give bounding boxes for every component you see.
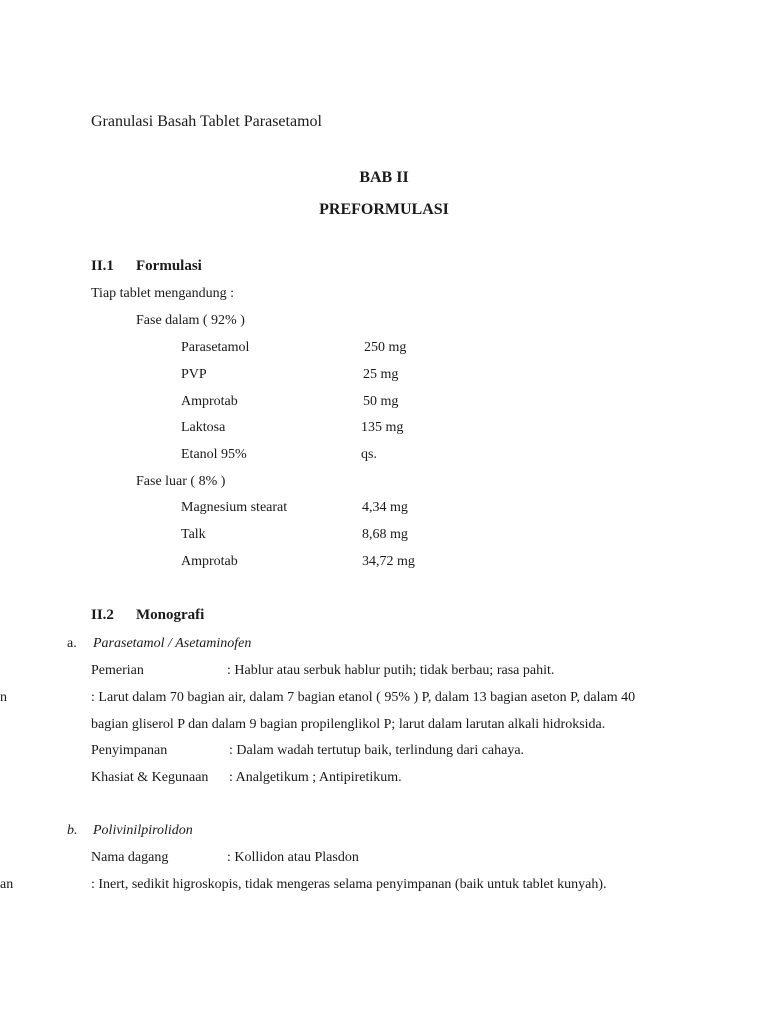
ingredient-amount: 250 mg: [364, 340, 407, 355]
formulation-intro: Tiap tablet mengandung :: [91, 286, 234, 301]
field-value: : Kollidon atau Plasdon: [227, 850, 359, 865]
monograph-marker: a.: [67, 636, 77, 651]
field-value: : Larut dalam 70 bagian air, dalam 7 bagian etanol ( 95% ) P, dalam 13 bagian aseton P, dalam 40: [91, 690, 636, 705]
ingredient-name: Amprotab: [181, 394, 238, 409]
chapter-title: PREFORMULASI: [319, 201, 449, 218]
ingredient-amount: qs.: [361, 447, 377, 462]
section-number: II.2: [91, 607, 114, 623]
field-label: an: [0, 877, 14, 892]
running-title: Granulasi Basah Tablet Parasetamol: [91, 113, 322, 130]
ingredient-amount: 4,34 mg: [362, 500, 408, 515]
ingredient-name: Laktosa: [181, 420, 226, 435]
field-label: Penyimpanan: [91, 743, 168, 758]
field-label: n: [0, 690, 7, 705]
field-label: Pemerian: [91, 663, 144, 678]
ingredient-name: PVP: [181, 367, 207, 382]
section-title: Formulasi: [136, 258, 202, 274]
section-number: II.1: [91, 258, 114, 274]
ingredient-amount: 135 mg: [361, 420, 404, 435]
section-title: Monografi: [136, 607, 205, 623]
field-value: : Analgetikum ; Antipiretikum.: [229, 770, 402, 785]
phase-label: Fase luar ( 8% ): [136, 474, 226, 489]
ingredient-amount: 25 mg: [363, 367, 399, 382]
monograph-marker: b.: [67, 823, 78, 838]
ingredient-amount: 34,72 mg: [362, 554, 415, 569]
ingredient-name: Etanol 95%: [181, 447, 247, 462]
ingredient-name: Parasetamol: [181, 340, 250, 355]
field-label: Nama dagang: [91, 850, 169, 865]
ingredient-name: Magnesium stearat: [181, 500, 288, 515]
ingredient-amount: 8,68 mg: [362, 527, 408, 542]
ingredient-name: Talk: [181, 527, 206, 542]
phase-label: Fase dalam ( 92% ): [136, 313, 245, 328]
field-label: Khasiat & Kegunaan: [91, 770, 209, 785]
field-value: : Inert, sedikit higroskopis, tidak mengeras selama penyimpanan (baik untuk tablet kunyah).: [91, 877, 607, 892]
field-value: : Dalam wadah tertutup baik, terlindung dari cahaya.: [229, 743, 525, 758]
field-value-continuation: bagian gliserol P dan dalam 9 bagian propilenglikol P; larut dalam larutan alkali hidroksida.: [91, 717, 606, 732]
ingredient-name: Amprotab: [181, 554, 238, 569]
ingredient-amount: 50 mg: [363, 394, 399, 409]
monograph-name: Polivinilpirolidon: [93, 823, 193, 838]
monograph-name: Parasetamol / Asetaminofen: [93, 636, 252, 651]
field-value: : Hablur atau serbuk hablur putih; tidak berbau; rasa pahit.: [227, 663, 555, 678]
chapter-number: BAB II: [359, 169, 409, 186]
